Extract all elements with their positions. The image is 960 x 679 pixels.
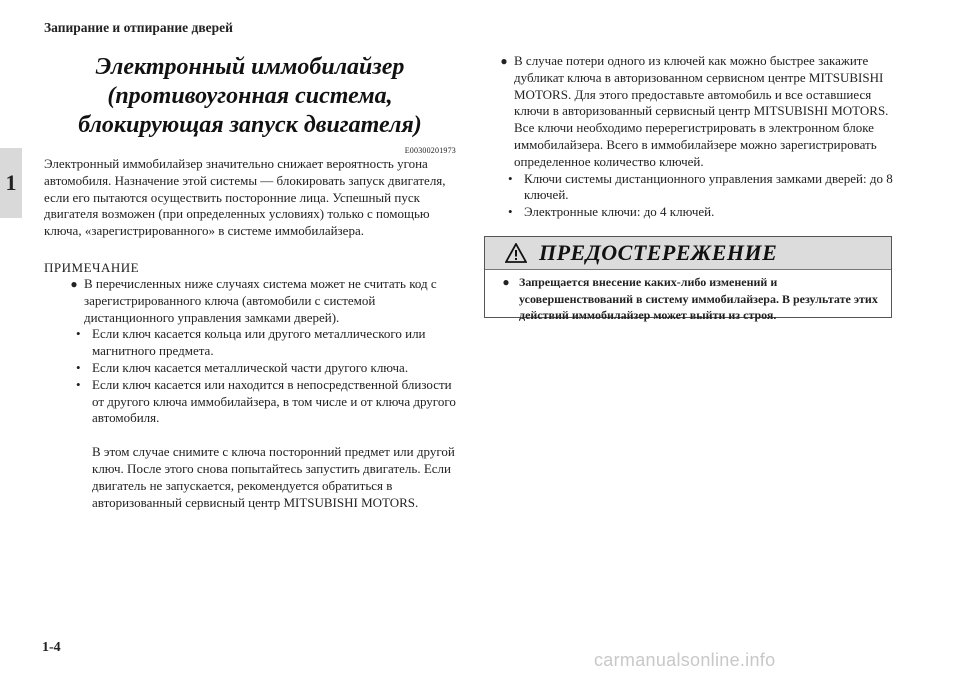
sub-item [508,204,894,221]
bullet-icon: ● [70,276,78,291]
intro-paragraph: Электронный иммобилайзер значительно снижает вероятность угона автомобиля. Назначение этой системы — блокировать запуск двигателя, если его пытаются осуществить посторонние лица. Успешный пуск двигателя возможен (при определенных условиях) только с помощью ключа, «зарегистрированного» в системе иммобилайзера. [44,156,446,239]
left-column [44,48,456,511]
warning-box [484,236,892,322]
bullet-icon: ● [500,54,508,68]
sub-item-text: Если ключ касается металлической части другого ключа. [92,359,409,375]
warning-triangle-icon [505,243,527,263]
sub-item-text: Электронные ключи: до 4 ключей. [524,204,715,220]
page-number: 1-4 [42,640,61,655]
note-heading: ПРИМЕЧАНИЕ [44,259,140,275]
sub-item [76,377,456,427]
chapter-number: 1 [5,170,17,195]
note-item [494,53,894,171]
warning-header [485,237,891,270]
warning-item [485,270,891,324]
note-followup: В этом случае снимите с ключа посторонний предмет или другой ключ. После этого снова попытайтесь запустить двигатель. Если двигатель не запускается, рекомендуется обратиться в авторизованный сервисный центр MITSUBISHI MOTORS. [92,444,455,510]
chapter-tab [0,148,22,218]
warning-title: ПРЕДОСТЕРЕЖЕНИЕ [539,240,778,265]
sub-bullet-icon: • [76,376,81,392]
sub-bullet-icon: • [76,359,81,375]
note-item-text: В перечисленных ниже случаях система может не считать код с зарегистрированного ключа (автомобили с системой дистанционного управления замками дверей). [84,275,437,325]
sub-bullet-icon: • [76,326,81,342]
article-code: E00300201973 [404,146,456,155]
sub-item-text: Ключи системы дистанционного управления замками дверей: до 8 ключей. [524,170,893,203]
sub-item-text: Если ключ касается или находится в непосредственной близости от другого ключа иммобилайзера, в том числе и от ключа другого автомобиля. [92,376,456,426]
note-item [64,276,456,326]
sub-item [76,360,456,377]
section-header: Запирание и отпирание дверей [44,20,233,35]
sub-item-text: Если ключ касается кольца или другого металлического или магнитного предмета. [92,326,426,359]
note-item-text: В случае потери одного из ключей как можно быстрее закажите дубликат ключа в авторизованном сервисном центре MITSUBISHI MOTORS. Для этого предоставьте автомобиль и все оставшиеся ключи в авторизованный сервисный центр MITSUBISHI MOTORS. Все ключи необходимо перерегистрировать в электронном блоке иммобилайзера. Всего в иммобилайзере можно зарегистрировать определенное количество ключей. [514,53,889,169]
note-list [64,276,456,427]
article-title: Электронный иммобилайзер (противоугонная система, блокирующая запуск двигателя) [78,54,422,138]
warning-text: Запрещается внесение каких-либо изменений и усовершенствований в систему иммобилайзера. В результате этих действий иммобилайзер может выйти из строя. [519,275,878,322]
watermark: carmanualsonline.info [594,650,776,670]
bullet-icon: ● [502,275,510,289]
right-column [494,53,894,221]
sub-bullet-icon: • [508,204,513,220]
sub-item [508,171,894,205]
sub-item [76,326,456,360]
sub-bullet-icon: • [508,170,513,186]
